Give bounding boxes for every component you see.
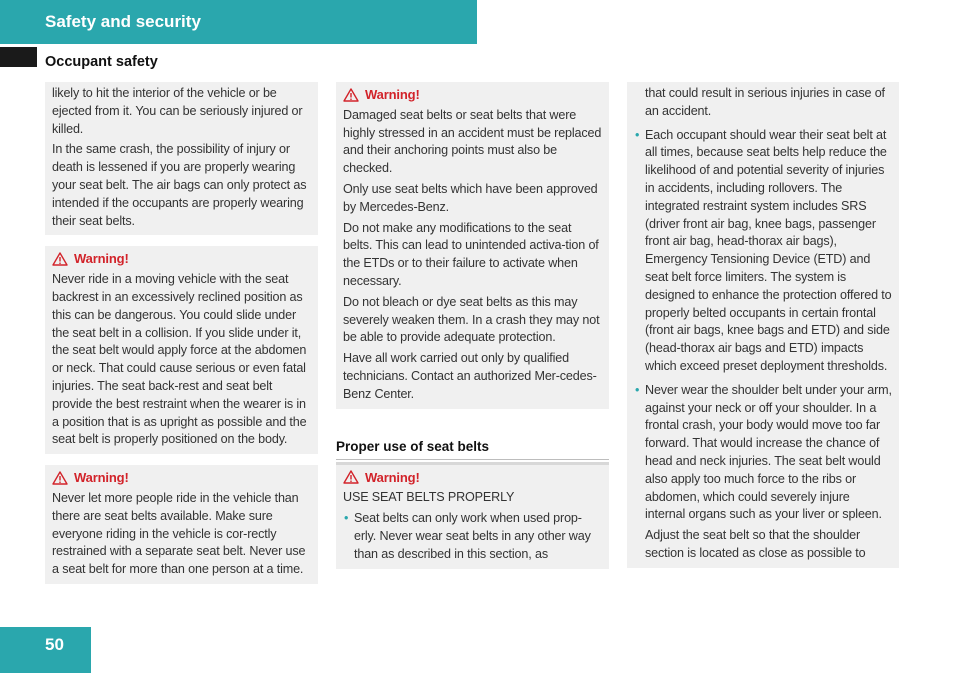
intro-box [45,82,318,235]
warning-label: Warning! [74,251,129,267]
warning-heading [343,469,603,487]
warning-heading [52,250,312,268]
warning-text: Never ride in a moving vehicle with the seat backrest in an excessively reclined position as this can be dangerous. You could slide under the seat belt in a collision. If you slide under it, the seat belt would apply force at the abdomen or neck. That could cause serious or even fatal injuries. The seat back-rest and seat belt provide the best restraint when the wearer is in a position that is as upright as possible and the seat belt is properly positioned on the body. [52,272,307,447]
warning-box-2 [45,465,318,584]
continued-text: that could result in serious injuries in case of an accident. [645,86,885,118]
follow-text: Adjust the seat belt so that the shoulder section is located as close as possible to [645,528,866,560]
warning-label: Warning! [365,87,420,102]
page-number: 50 [45,635,64,654]
warning-box-1 [45,246,318,454]
bullet-item: • Each occupant should wear their seat belt at all times, because seat belts help reduce the likelihood of and potential severity of injuries in accidents, including rollovers. The integrated restraint system includes SRS (driver front air bag, knee bags, passenger front air bag, head-thorax air bags), Emergency Tensioning Device (ETD) and seat belt force limiters. The system is designed to enhance the protection offered to properly belted occupants in certain frontal (front air bags, knee bags and ETD) and side (head-thorax air bags and ETD) impacts which exceed preset deployment thresholds. [634,127,893,376]
column-3 [627,82,899,568]
warning-paragraph: Have all work carried out only by qualified technicians. Contact an authorized Mer-cedes-Benz Center. [343,351,597,401]
warning-text: Never let more people ride in the vehicle than there are seat belts available. Make sure everyone riding in the vehicle is cor-rectly restrained with a separate seat belt. Never use a seat belt for more than one person at a time. [52,490,306,577]
warning-lead: USE SEAT BELTS PROPERLY [343,490,515,505]
intro-paragraph-2: In the same crash, the possibility of injury or death is lessened if you are properly wearing your seat belt. The air bags can only protect as intended if the occupants are properly wearing their seat belts. [52,142,307,228]
warning-triangle-icon [343,88,359,102]
warning-heading [343,86,603,104]
subsection-title: Proper use of seat belts [336,439,609,460]
column-2 [336,82,609,569]
warning-heading [52,469,312,487]
warning-triangle-icon [52,471,68,485]
section-title: Occupant safety [45,54,158,70]
warning-label: Warning! [365,469,420,485]
warning-paragraph: Do not make any modifications to the seat belts. This can lead to unintended activa-tion of the ETDs or to their failure to activate when necessary. [343,220,599,288]
intro-paragraph-1: likely to hit the interior of the vehicle or be ejected from it. You can be seriously injured or killed. [52,86,303,136]
warning-triangle-icon [52,252,68,266]
bullet-item: • Seat belts can only work when used prop-erly. Never wear seat belts in any other way than as described in this section, as [343,510,603,563]
warning-paragraph: Only use seat belts which have been approved by Mercedes-Benz. [343,181,598,214]
chapter-title: Safety and security [45,12,201,31]
warning-paragraph: Do not bleach or dye seat belts as this may severely weaken them. In a crash they may not be able to provide adequate protection. [343,294,600,345]
warning-paragraph: Damaged seat belts or seat belts that were highly stressed in an accident must be replaced and their anchoring points must also be checked. [343,107,602,176]
section-marker [0,47,37,67]
continued-box [627,82,899,568]
warning-box-3 [336,82,609,409]
warning-triangle-icon [343,470,359,484]
warning-box-4 [336,462,609,569]
bullet-item: • Never wear the shoulder belt under your arm, against your neck or off your shoulder. In a frontal crash, your body would move too far forward. That would increase the chance of head and neck injuries. The seat belt would also apply too much force to the ribs or abdomen, which could severely injure internal organs such as your liver or spleen. [634,382,893,524]
column-1 [45,82,318,584]
warning-label: Warning! [74,470,129,486]
